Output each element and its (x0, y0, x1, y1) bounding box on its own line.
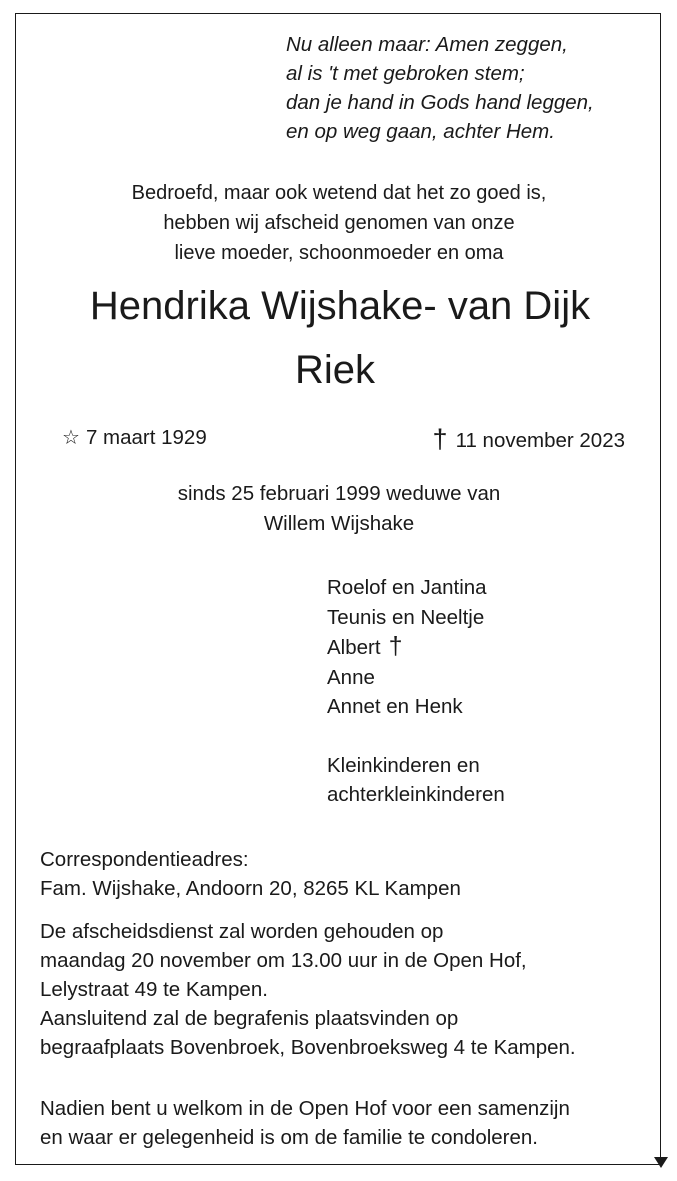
family-member: Annet en Henk (327, 695, 463, 718)
service-line: De afscheidsdienst zal worden gehouden op (40, 920, 444, 943)
birth-date-text: 7 maart 1929 (85, 426, 207, 449)
poem-line: en op weg gaan, achter Hem. (286, 120, 555, 143)
family-list (327, 573, 505, 810)
widow-line: sinds 25 februari 1999 weduwe van (177, 482, 501, 505)
family-member: Roelof en Jantina (327, 576, 487, 599)
poem (286, 30, 594, 146)
intro-line: Bedroefd, maar ook wetend dat het zo goed is, (131, 182, 547, 204)
poem-line: dan je hand in Gods hand leggen, (286, 91, 594, 114)
service-line: maandag 20 november om 13.00 uur in de Open Hof, (40, 949, 527, 972)
service-line: Lelystraat 49 te Kampen. (40, 978, 268, 1001)
star-icon: ☆ (62, 427, 80, 449)
intro-line: hebben wij afscheid genomen van onze (163, 212, 515, 234)
grandchildren-line: Kleinkinderen en (327, 753, 480, 777)
family-member: Teunis en Neeltje (327, 605, 485, 629)
poem-line: al is 't met gebroken stem; (286, 62, 525, 85)
death-date (433, 424, 625, 455)
widow-line: Willem Wijshake (263, 512, 415, 535)
birth-date (62, 424, 207, 452)
poem-line: Nu alleen maar: Amen zeggen, (286, 33, 568, 56)
cross-icon: † (432, 424, 448, 454)
closing-line: en waar er gelegenheid is om de familie te condoleren. (40, 1126, 538, 1149)
closing-text (40, 1094, 570, 1152)
death-date-text: 11 november 2023 (455, 429, 625, 452)
deceased-nickname: Riek (294, 348, 376, 392)
deceased-name: Hendrika Wijshake- van Dijk (89, 284, 591, 328)
service-line: begraafplaats Bovenbroek, Bovenbroeksweg 4 te Kampen. (40, 1036, 576, 1059)
intro-text (40, 178, 638, 268)
correspondence-line: Fam. Wijshake, Andoorn 20, 8265 KL Kampen (40, 877, 461, 900)
scroll-down-arrow-icon[interactable] (654, 1157, 668, 1168)
cross-icon: † (388, 632, 403, 660)
family-member-name: Albert (327, 636, 381, 659)
family-member: Anne (327, 665, 375, 689)
correspondence-address (40, 845, 461, 903)
service-line: Aansluitend zal de begrafenis plaatsvinden op (40, 1007, 459, 1030)
correspondence-line: Correspondentieadres: (40, 848, 249, 871)
intro-line: lieve moeder, schoonmoeder en oma (174, 242, 504, 264)
closing-line: Nadien bent u welkom in de Open Hof voor een samenzijn (40, 1097, 570, 1120)
service-info (40, 917, 576, 1062)
family-member (327, 632, 505, 663)
widow-text (40, 479, 638, 539)
grandchildren-line: achterkleinkinderen (327, 783, 505, 806)
